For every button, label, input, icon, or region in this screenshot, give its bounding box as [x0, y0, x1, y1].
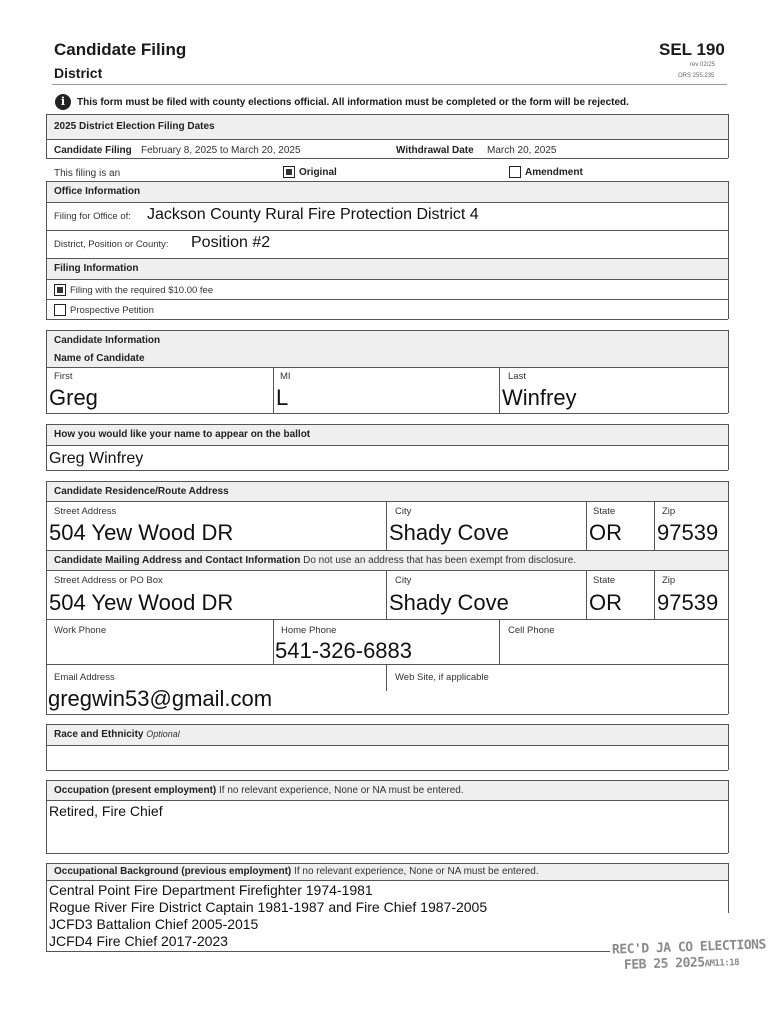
field-divider — [386, 570, 387, 619]
fee-label: Filing with the required $10.00 fee — [70, 285, 214, 296]
field-divider — [499, 367, 500, 413]
section-rule — [46, 230, 728, 231]
home-phone-label: Home Phone — [281, 625, 337, 636]
section-rule — [46, 880, 728, 881]
field-divider — [386, 664, 387, 691]
background-heading-title: Occupational Background (previous employment) — [54, 866, 292, 877]
first-name-value[interactable]: Greg — [49, 385, 98, 410]
residence-street-value[interactable]: 504 Yew Wood DR — [49, 520, 234, 545]
email-label: Email Address — [54, 672, 115, 683]
section-rule — [46, 470, 728, 471]
background-heading — [54, 866, 539, 877]
section-rule — [46, 139, 728, 140]
field-divider — [499, 619, 500, 664]
residence-state-value[interactable]: OR — [589, 520, 622, 545]
form-code: SEL 190 — [659, 40, 725, 59]
amendment-checkbox[interactable] — [509, 166, 521, 178]
mailing-heading — [54, 555, 576, 566]
field-divider — [654, 501, 655, 550]
last-name-value[interactable]: Winfrey — [502, 385, 577, 410]
mailing-heading-title: Candidate Mailing Address and Contact Information — [54, 555, 301, 566]
received-stamp-day: FEB 25 2025 — [623, 955, 705, 974]
form-title: Candidate Filing — [54, 40, 187, 59]
filing-info-heading-band — [46, 259, 728, 279]
section-rule — [46, 570, 728, 571]
residence-city-label: City — [395, 506, 412, 517]
section-rule — [46, 279, 728, 280]
home-phone-value[interactable]: 541-326-6883 — [275, 638, 413, 663]
middle-initial-label: MI — [280, 371, 291, 382]
section-rule — [46, 202, 728, 203]
residence-city-value[interactable]: Shady Cove — [389, 520, 509, 545]
section-rule — [46, 714, 728, 715]
filing-dates-value: February 8, 2025 to March 20, 2025 — [141, 145, 301, 156]
section-rule — [46, 367, 728, 368]
cell-phone-label: Cell Phone — [508, 625, 555, 636]
received-stamp-date — [624, 954, 739, 973]
residence-state-label: State — [593, 506, 616, 517]
filing-type-label: This filing is an — [54, 168, 121, 179]
residence-heading: Candidate Residence/Route Address — [54, 486, 229, 497]
occupation-value[interactable]: Retired, Fire Chief — [49, 803, 163, 819]
office-label: Filing for Office of: — [54, 211, 131, 222]
header-rule — [52, 84, 727, 85]
field-divider — [654, 570, 655, 619]
occupation-heading-note: If no relevant experience, None or NA must be entered. — [219, 785, 464, 796]
field-divider — [273, 367, 274, 413]
received-stamp-time: AM11:18 — [704, 957, 740, 970]
section-rule — [46, 951, 610, 952]
section-rule — [46, 770, 728, 771]
info-icon: i — [55, 94, 71, 110]
mailing-zip-label: Zip — [662, 575, 676, 586]
race-optional-note: Optional — [146, 729, 180, 739]
office-heading: Office Information — [54, 186, 141, 197]
mailing-zip-value[interactable]: 97539 — [657, 590, 719, 615]
website-label: Web Site, if applicable — [395, 672, 489, 683]
section-rule — [46, 800, 728, 801]
first-name-label: First — [54, 371, 73, 382]
background-line[interactable]: Central Point Fire Department Firefighter 1974-1981 — [49, 882, 373, 898]
box-edge — [728, 181, 729, 258]
ballot-name-value[interactable]: Greg Winfrey — [49, 450, 144, 467]
box-edge — [46, 424, 47, 470]
race-heading-title: Race and Ethnicity — [54, 729, 144, 740]
filing-dates-label: Candidate Filing — [54, 145, 132, 156]
section-rule — [46, 158, 728, 159]
box-edge — [46, 863, 47, 951]
candidate-heading: Candidate Information — [54, 335, 161, 346]
petition-checkbox[interactable] — [54, 304, 66, 316]
box-edge — [728, 780, 729, 853]
box-edge — [728, 330, 729, 413]
original-label: Original — [299, 167, 337, 178]
section-rule — [46, 619, 728, 620]
box-edge — [46, 724, 47, 770]
work-phone-label: Work Phone — [54, 625, 107, 636]
withdrawal-date-value: March 20, 2025 — [487, 145, 557, 156]
section-rule — [46, 445, 728, 446]
residence-zip-value[interactable]: 97539 — [657, 520, 719, 545]
section-rule — [46, 853, 728, 854]
email-value[interactable]: gregwin53@gmail.com — [48, 686, 273, 711]
field-divider — [273, 619, 274, 664]
section-rule — [46, 664, 728, 665]
box-edge — [46, 780, 47, 853]
box-edge — [46, 481, 47, 714]
residence-zip-label: Zip — [662, 506, 676, 517]
mailing-state-label: State — [593, 575, 616, 586]
candidate-name-heading: Name of Candidate — [54, 353, 145, 364]
form-ors: ORS 255.235 — [678, 73, 715, 79]
box-edge — [728, 424, 729, 470]
box-edge — [728, 724, 729, 770]
mailing-state-value[interactable]: OR — [589, 590, 622, 615]
box-edge — [46, 181, 47, 258]
mailing-city-value[interactable]: Shady Cove — [389, 590, 509, 615]
form-revision: rev 02/25 — [690, 62, 716, 68]
section-rule — [46, 501, 728, 502]
mailing-heading-note: Do not use an address that has been exempt from disclosure. — [303, 555, 577, 566]
occupation-heading — [54, 785, 464, 796]
box-edge — [728, 258, 729, 319]
background-line[interactable]: JCFD4 Fire Chief 2017-2023 — [49, 933, 228, 949]
ballot-name-label: How you would like your name to appear on the ballot — [54, 429, 311, 440]
district-value[interactable]: Position #2 — [191, 234, 271, 251]
fee-checkbox[interactable] — [54, 284, 66, 296]
section-rule — [46, 299, 728, 300]
form-subtitle: District — [54, 65, 103, 81]
box-edge — [46, 114, 47, 158]
field-divider — [386, 501, 387, 550]
mailing-street-value[interactable]: 504 Yew Wood DR — [49, 590, 234, 615]
received-stamp-line1: REC'D JA CO ELECTIONS — [611, 937, 767, 958]
box-edge — [728, 114, 729, 158]
box-edge — [728, 863, 729, 913]
background-line[interactable]: Rogue River Fire District Captain 1981-1987 and Fire Chief 1987-2005 — [49, 899, 488, 915]
occupation-heading-title: Occupation (present employment) — [54, 785, 217, 796]
middle-initial-value[interactable]: L — [276, 385, 289, 410]
last-name-label: Last — [508, 371, 526, 382]
box-edge — [728, 481, 729, 714]
background-line[interactable]: JCFD3 Battalion Chief 2005-2015 — [49, 916, 259, 932]
section-rule — [46, 413, 728, 414]
original-checkbox[interactable] — [283, 166, 295, 178]
district-label: District, Position or County: — [54, 239, 169, 250]
notice-text: This form must be filed with county elections official. All information must be completed or the form will be rejected. — [77, 97, 629, 108]
office-value[interactable]: Jackson County Rural Fire Protection District 4 — [147, 206, 479, 223]
residence-street-label: Street Address — [54, 506, 117, 517]
petition-label: Prospective Petition — [70, 305, 154, 316]
office-heading-band — [46, 182, 728, 202]
dates-heading: 2025 District Election Filing Dates — [54, 121, 215, 132]
race-heading — [54, 729, 180, 740]
filing-info-heading: Filing Information — [54, 263, 139, 274]
field-divider — [586, 501, 587, 550]
withdrawal-date-label: Withdrawal Date — [396, 145, 474, 156]
background-heading-note: If no relevant experience, None or NA must be entered. — [294, 866, 539, 877]
box-edge — [46, 258, 47, 319]
race-field[interactable] — [47, 746, 727, 770]
box-edge — [46, 330, 47, 413]
section-rule — [46, 319, 728, 320]
mailing-street-label: Street Address or PO Box — [54, 575, 163, 586]
mailing-city-label: City — [395, 575, 412, 586]
amendment-label: Amendment — [525, 167, 583, 178]
field-divider — [586, 570, 587, 619]
